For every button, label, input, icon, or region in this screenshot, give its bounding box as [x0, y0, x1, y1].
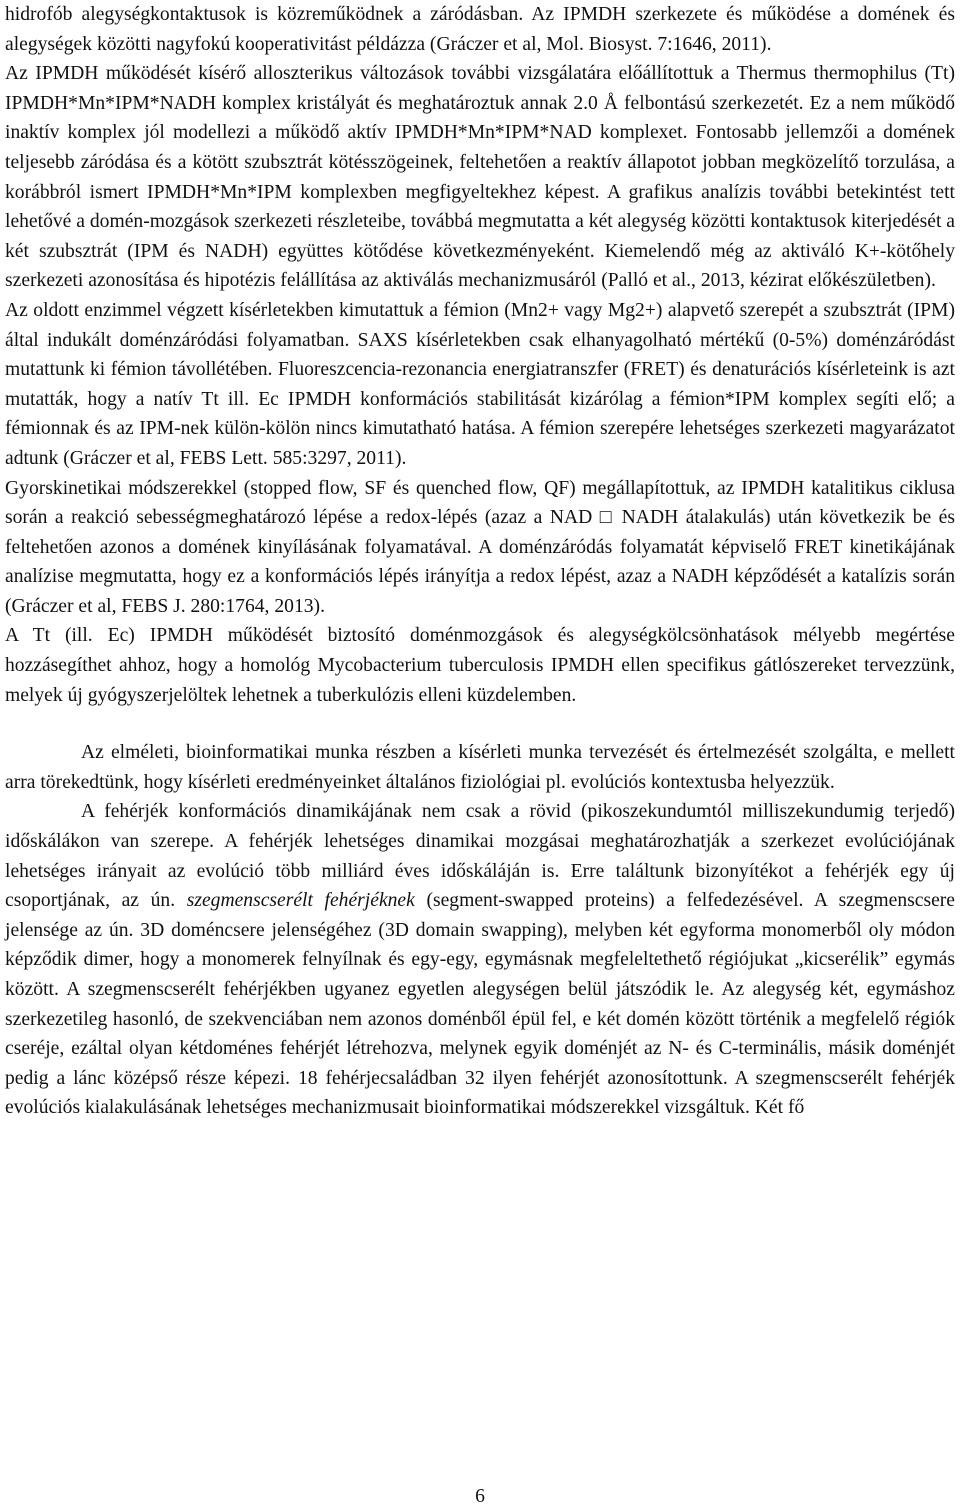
paragraph-fast-kinetics: Gyorskinetikai módszerekkel (stopped flow, SF és quenched flow, QF) megállapítottuk, az IPMDH katalitikus ciklusa során a reakció sebességmeghatározó lépése a redox-lépés (azaz a NAD □ NADH átalakulás) után következik be és feltehetően azonos a domének kinyílásának folyamatával. A doménzáródás folyamatát képviselő FRET kinetikájának analízise megmutatta, hogy ez a konformációs lépés irányítja a redox lépést, azaz a NADH képződését a katalízis során (Gráczer et al, FEBS J. 280:1764, 2013). — [5, 477, 955, 617]
document-page — [5, 0, 955, 1123]
paragraph-metal-ion-role: Az oldott enzimmel végzett kísérletekben kimutattuk a fémion (Mn2+ vagy Mg2+) alapvető szerepét a szubsztrát (IPM) által indukált doménzáródási folyamatban. SAXS kísérletekben csak elhanyagolható mértékű (0-5%) doménzáródást mutattunk ki fémion távollétében. Fluoreszcencia-rezonancia energiatranszfer (FRET) és denaturációs kísérleteink is azt mutatták, hogy a natív Tt ill. Ec IPMDH konformációs stabilitását kizárólag a fémion*IPM komplex segíti elő; a fémionnak és az IPM-nek külön-kölön nincs kimutatható hatása. A fémion szerepére lehetséges szerkezeti magyarázatot adtunk (Gráczer et al, FEBS Lett. 585:3297, 2011). — [5, 299, 955, 469]
paragraph-segment-swapping — [5, 797, 955, 1123]
paragraph-bioinformatics: Az elméleti, bioinformatikai munka részben a kísérleti munka tervezését és értelmezését szolgálta, e mellett arra törekedtünk, hogy kísérleti eredményeinket általános fiziológiai pl. evolúciós kontextusba helyezzük. — [5, 742, 955, 793]
segment-swapping-text-end: (segment-swapped proteins) a felfedezésével. A szegmenscsere jelensége az ún. 3D doméncsere jelenségéhez (3D domain swapping), melyben két egyforma monomerből oly módon képződik dimer, hogy a monomerek felnyílnak és egy-egy, egymásnak megfeleltethető régiójukat „kicserélik” egymás között. A szegmenscserélt fehérjékben ugyanez egyetlen alegységen belül játszódik le. Az alegység két, egymáshoz szerkezetileg hasonló, de szekvenciában nem azonos doménből épül fel, e két domén között történik a megfelelő régiók cseréje, ezáltal olyan kétdoménes fehérjét létrehozva, melynek egyik doménjét az N- és C-terminális, másik doménjét pedig a lánc középső része képezi. 18 fehérjecsaládban 32 ilyen fehérjét azonosítottunk. A szegmenscserélt fehérjék evolúciós kialakulásának lehetséges mechanizmusait bioinformatikai módszerekkel vizsgáltuk. Két fő — [5, 890, 955, 1119]
segment-swapped-term: szegmenscserélt fehérjéknek — [186, 890, 415, 912]
paragraph-tuberculosis: A Tt (ill. Ec) IPMDH működését biztosító doménmozgások és alegységkölcsönhatások mélyebb megértése hozzásegíthet ahhoz, hogy a homológ Mycobacterium tuberculosis IPMDH ellen specifikus gátlószereket tervezzünk, melyek új gyógyszerjelöltek lehetnek a tuberkulózis elleni küzdelemben. — [5, 625, 955, 706]
page-number: 6 — [475, 1486, 485, 1507]
paragraph-allosteric-changes: Az IPMDH működését kísérő alloszterikus változások további vizsgálatára előállítottuk a Thermus thermophilus (Tt) IPMDH*Mn*IPM*NADH komplex kristályát és meghatároztuk annak 2.0 Å felbontású szerkezetét. Ez a nem működő inaktív komplex jól modellezi a működő aktív IPMDH*Mn*IPM*NAD komplexet. Fontosabb jellemzői a domének teljesebb záródása és a kötött szubsztrát kötésszögeinek, feltehetően a reaktív állapotot jobban megközelítő torzulása, a korábbról ismert IPMDH*Mn*IPM komplexben megfigyeltekhez képest. A grafikus analízis további betekintést tett lehetővé a domén-mozgások szerkezeti részleteibe, továbbá megmutatta a két alegység közötti kontaktusok kiterjedését a két szubsztrát (IPM és NADH) együttes kötődése következményeként. Kiemelendő még az aktiváló K+-kötőhely szerkezeti azonosítása és hipotézis felállítása az aktiválás mechanizmusáról (Palló et al., 2013, kézirat előkészületben). — [5, 63, 955, 292]
segment-swapping-text-start: A fehérjék konformációs dinamikájának nem csak a rövid (pikoszekundumtól milliszekundumig terjedő) időskálákon van szerepe. A fehérjék lehetséges dinamikai mozgásai meghatározhatják a szerkezet evolúciójának lehetséges irányait az evolúció több milliárd éves időskáláján is. Erre találtunk bizonyítékot a fehérjék egy új csoportjának, az ún. — [5, 801, 955, 912]
paragraph-hydrophobic-contacts: hidrofób alegységkontaktusok is közreműködnek a záródásban. Az IPMDH szerkezete és működése a domének és alegységek közötti nagyfokú kooperativitást példázza (Gráczer et al, Mol. Biosyst. 7:1646, 2011). — [5, 4, 955, 55]
